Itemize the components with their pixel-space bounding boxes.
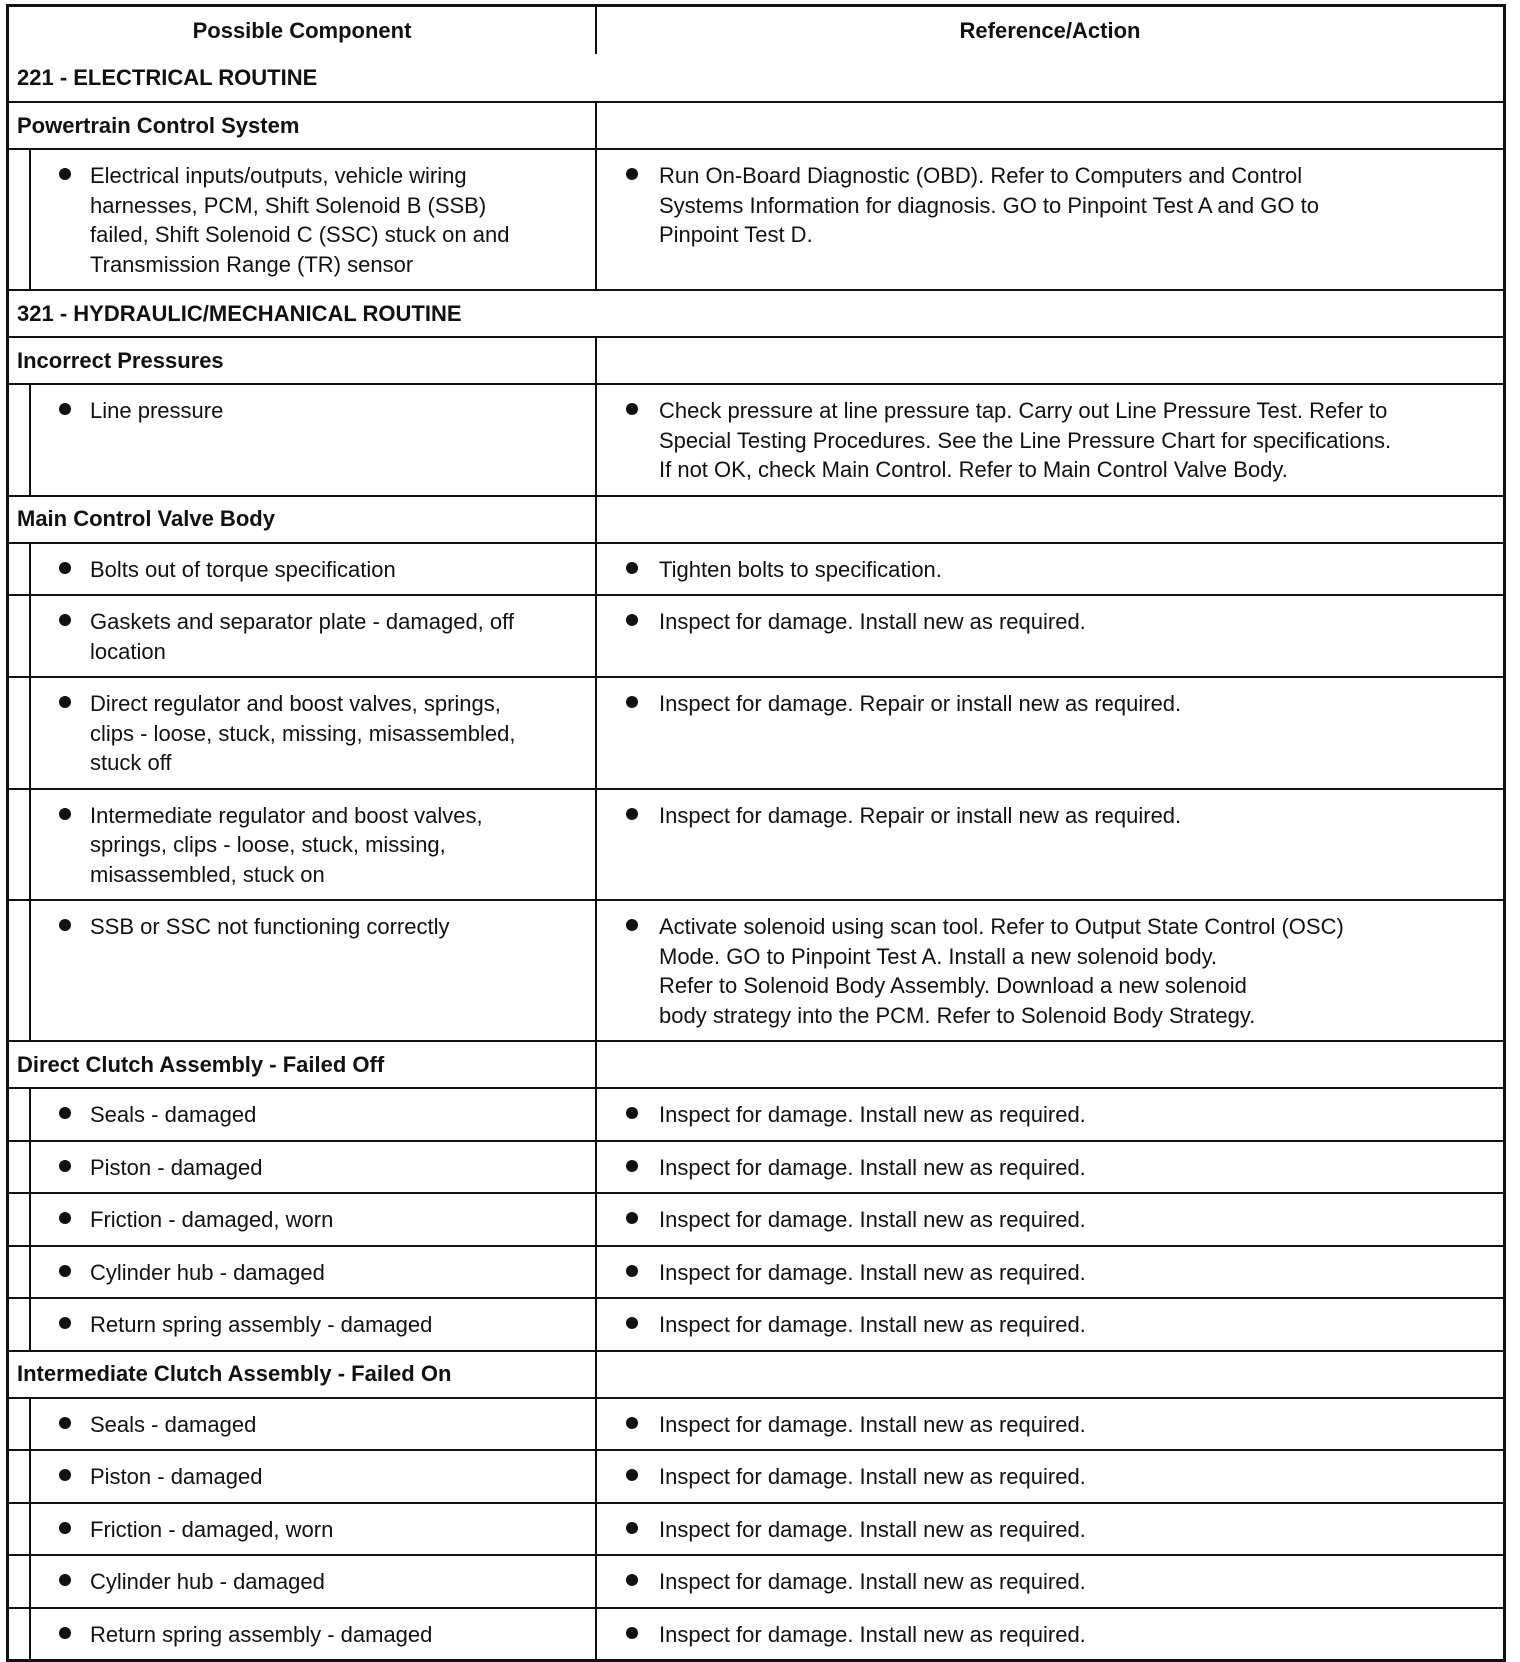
- component-text: Intermediate regulator and boost valves, springs, clips - loose, stuck, missing, misassembled, stuck on: [90, 802, 483, 887]
- indent-column: [9, 1556, 31, 1607]
- component-text: Electrical inputs/outputs, vehicle wiring harnesses, PCM, Shift Solenoid B (SSB) failed, Shift Solenoid C (SSC) stuck on and Transmission Range (TR) sensor: [90, 163, 510, 277]
- action-cell: [597, 1504, 1503, 1555]
- component-cell: [9, 1609, 597, 1660]
- component-cell: [9, 150, 597, 289]
- bullet-icon: [626, 562, 638, 574]
- action-text: Inspect for damage. Repair or install new as required.: [659, 691, 1182, 716]
- group-title: Direct Clutch Assembly - Failed Off: [9, 1042, 597, 1087]
- group-title: Powertrain Control System: [9, 103, 597, 148]
- bullet-icon: [59, 1574, 71, 1586]
- action-cell: [597, 678, 1503, 788]
- action-cell: [597, 1299, 1503, 1350]
- table-row: [9, 1397, 1503, 1450]
- component-cell: [9, 790, 597, 900]
- table-row: [9, 1607, 1503, 1660]
- bullet-icon: [626, 403, 638, 415]
- action-cell: [597, 1247, 1503, 1298]
- action-text: Inspect for damage. Install new as required.: [659, 609, 1086, 634]
- group-empty-cell: [597, 338, 1503, 383]
- table-row: [9, 899, 1503, 1040]
- action-cell: [597, 1451, 1503, 1502]
- component-text: Friction - damaged, worn: [90, 1207, 334, 1232]
- component-cell: [9, 1504, 597, 1555]
- table-row: [9, 148, 1503, 289]
- bullet-icon: [626, 1627, 638, 1639]
- table-row: [9, 1554, 1503, 1607]
- component-text: Bolts out of torque specification: [90, 556, 396, 582]
- indent-column: [9, 1399, 31, 1450]
- bullet-icon: [59, 808, 71, 820]
- component-cell: [9, 1142, 597, 1193]
- table-row: [9, 594, 1503, 676]
- action-text: Inspect for damage. Install new as required.: [659, 1154, 1086, 1180]
- action-cell: [597, 544, 1503, 595]
- bullet-icon: [59, 614, 71, 626]
- bullet-icon: [59, 696, 71, 708]
- bullet-icon: [626, 168, 638, 180]
- action-text: Tighten bolts to specification.: [659, 556, 942, 582]
- bullet-icon: [626, 1160, 638, 1172]
- indent-column: [9, 1247, 31, 1298]
- component-text: Cylinder hub - damaged: [90, 1569, 325, 1594]
- action-text: Inspect for damage. Install new as required.: [659, 1312, 1086, 1337]
- column-header-possible-component: Possible Component: [9, 7, 597, 54]
- bullet-icon: [626, 919, 638, 931]
- component-text: Return spring assembly - damaged: [90, 1312, 433, 1337]
- indent-column: [9, 1504, 31, 1555]
- table-body: [9, 54, 1503, 1659]
- table-row: [9, 788, 1503, 900]
- action-text: Inspect for damage. Install new as required.: [659, 1621, 1086, 1647]
- bullet-icon: [59, 1265, 71, 1277]
- action-text: Inspect for damage. Install new as required.: [659, 1569, 1086, 1594]
- action-text: Inspect for damage. Install new as required.: [659, 1516, 1086, 1542]
- bullet-icon: [59, 168, 71, 180]
- group-empty-cell: [597, 103, 1503, 148]
- group-empty-cell: [597, 1042, 1503, 1087]
- bullet-icon: [59, 403, 71, 415]
- bullet-icon: [59, 919, 71, 931]
- component-text: Return spring assembly - damaged: [90, 1621, 433, 1647]
- component-cell: [9, 596, 597, 676]
- bullet-icon: [626, 808, 638, 820]
- bullet-icon: [59, 1417, 71, 1429]
- bullet-icon: [59, 1160, 71, 1172]
- bullet-icon: [626, 696, 638, 708]
- group-title: Main Control Valve Body: [9, 497, 597, 542]
- action-cell: [597, 1142, 1503, 1193]
- bullet-icon: [626, 1317, 638, 1329]
- component-cell: [9, 1247, 597, 1298]
- indent-column: [9, 1194, 31, 1245]
- table-row: [9, 676, 1503, 788]
- component-cell: [9, 544, 597, 595]
- bullet-icon: [59, 1522, 71, 1534]
- bullet-icon: [59, 1627, 71, 1639]
- group-header-row: [9, 495, 1503, 542]
- section-header-row: 221 - ELECTRICAL ROUTINE: [17, 64, 318, 90]
- bullet-icon: [626, 1107, 638, 1119]
- action-cell: [597, 901, 1503, 1040]
- component-text: Piston - damaged: [90, 1464, 263, 1489]
- bullet-icon: [626, 1469, 638, 1481]
- table-row: [9, 1245, 1503, 1298]
- bullet-icon: [59, 1212, 71, 1224]
- diagnostic-table: [6, 4, 1506, 1662]
- component-text: Line pressure: [90, 398, 224, 423]
- component-cell: [9, 1089, 597, 1140]
- component-text: Direct regulator and boost valves, springs, clips - loose, stuck, missing, misassembled, stuck off: [90, 691, 516, 775]
- indent-column: [9, 150, 31, 289]
- action-text: Activate solenoid using scan tool. Refer to Output State Control (OSC) Mode. GO to Pinpoint Test A. Install a new solenoid body. Refer to Solenoid Body Assembly. Download a new solenoid body strategy into the PCM. Refer to Solenoid Body Strategy.: [659, 914, 1344, 1028]
- bullet-icon: [626, 614, 638, 626]
- action-cell: [597, 1089, 1503, 1140]
- action-text: Inspect for damage. Install new as required.: [659, 1259, 1086, 1285]
- action-cell: [597, 1556, 1503, 1607]
- component-cell: [9, 385, 597, 495]
- group-title: Incorrect Pressures: [9, 338, 597, 383]
- group-title: Intermediate Clutch Assembly - Failed On: [9, 1352, 597, 1397]
- bullet-icon: [626, 1417, 638, 1429]
- group-header-row: [9, 1040, 1503, 1087]
- indent-column: [9, 1142, 31, 1193]
- component-cell: [9, 678, 597, 788]
- action-text: Inspect for damage. Repair or install new as required.: [659, 802, 1182, 828]
- bullet-icon: [59, 1469, 71, 1481]
- component-cell: [9, 901, 597, 1040]
- component-text: Seals - damaged: [90, 1102, 257, 1127]
- action-text: Inspect for damage. Install new as required.: [659, 1464, 1086, 1489]
- group-empty-cell: [597, 497, 1503, 542]
- bullet-icon: [59, 1317, 71, 1329]
- component-cell: [9, 1299, 597, 1350]
- indent-column: [9, 901, 31, 1040]
- indent-column: [9, 678, 31, 788]
- bullet-icon: [626, 1212, 638, 1224]
- table-row: [9, 383, 1503, 495]
- group-header-row: [9, 1350, 1503, 1397]
- table-row: [9, 1297, 1503, 1350]
- group-empty-cell: [597, 1352, 1503, 1397]
- bullet-icon: [626, 1265, 638, 1277]
- table-row: [9, 1192, 1503, 1245]
- action-text: Run On-Board Diagnostic (OBD). Refer to Computers and Control Systems Information for diagnosis. GO to Pinpoint Test A and GO to Pinpoint Test D.: [659, 163, 1319, 247]
- table-row: [9, 1087, 1503, 1140]
- indent-column: [9, 596, 31, 676]
- indent-column: [9, 1609, 31, 1660]
- component-cell: [9, 1556, 597, 1607]
- indent-column: [9, 790, 31, 900]
- action-cell: [597, 1399, 1503, 1450]
- action-cell: [597, 1194, 1503, 1245]
- component-cell: [9, 1399, 597, 1450]
- indent-column: [9, 1089, 31, 1140]
- column-header-reference-action: Reference/Action: [959, 17, 1141, 43]
- action-text: Check pressure at line pressure tap. Carry out Line Pressure Test. Refer to Special Testing Procedures. See the Line Pressure Chart for specifications. If not OK, check Main Control. Refer to Main Control Valve Body.: [659, 398, 1392, 482]
- component-cell: [9, 1451, 597, 1502]
- table-row: [9, 1502, 1503, 1555]
- table-header-row: [9, 7, 1503, 54]
- action-cell: [597, 596, 1503, 676]
- bullet-icon: [59, 562, 71, 574]
- action-cell: [597, 1609, 1503, 1660]
- component-text: SSB or SSC not functioning correctly: [90, 914, 450, 939]
- component-text: Gaskets and separator plate - damaged, off location: [90, 609, 514, 664]
- component-text: Seals - damaged: [90, 1411, 257, 1437]
- action-text: Inspect for damage. Install new as required.: [659, 1102, 1086, 1127]
- indent-column: [9, 385, 31, 495]
- indent-column: [9, 1299, 31, 1350]
- bullet-icon: [626, 1574, 638, 1586]
- table-row: [9, 1449, 1503, 1502]
- bullet-icon: [626, 1522, 638, 1534]
- action-text: Inspect for damage. Install new as required.: [659, 1411, 1086, 1437]
- component-text: Friction - damaged, worn: [90, 1516, 334, 1542]
- indent-column: [9, 1451, 31, 1502]
- bullet-icon: [59, 1107, 71, 1119]
- action-cell: [597, 385, 1503, 495]
- group-header-row: [9, 336, 1503, 383]
- section-header-row: 321 - HYDRAULIC/MECHANICAL ROUTINE: [9, 289, 1503, 336]
- action-cell: [597, 150, 1503, 289]
- table-row: [9, 542, 1503, 595]
- action-text: Inspect for damage. Install new as required.: [659, 1207, 1086, 1232]
- group-header-row: [9, 101, 1503, 148]
- table-row: [9, 1140, 1503, 1193]
- component-text: Cylinder hub - damaged: [90, 1259, 325, 1285]
- component-cell: [9, 1194, 597, 1245]
- action-cell: [597, 790, 1503, 900]
- component-text: Piston - damaged: [90, 1154, 263, 1180]
- indent-column: [9, 544, 31, 595]
